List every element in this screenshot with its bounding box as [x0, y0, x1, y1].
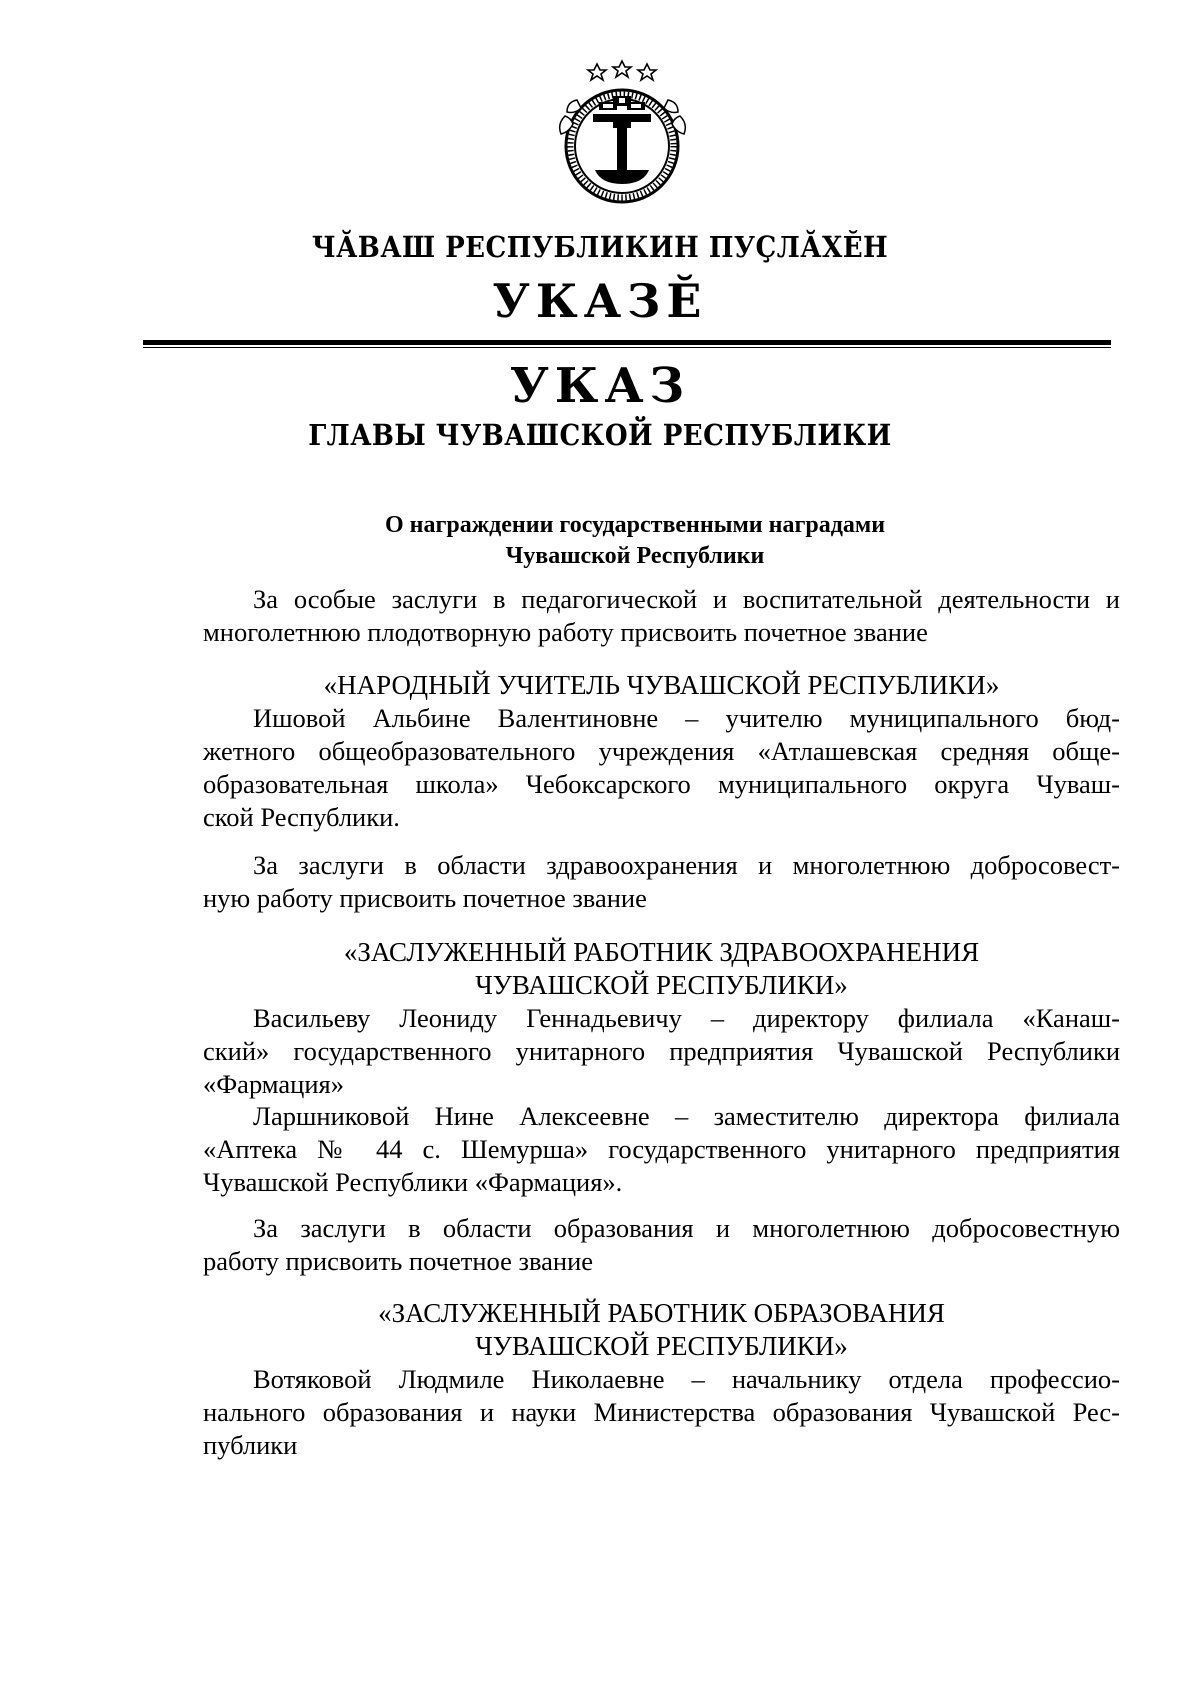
coat-of-arms-emblem [555, 58, 690, 208]
text-line: Вотяковой Людмиле Николаевне – начальнику отдела профессио- [253, 1364, 1120, 1394]
text-line: Чувашской Республики «Фармация». [203, 1167, 623, 1197]
header-russian-decree: УКАЗ [509, 358, 691, 414]
text-line: Ишовой Альбине Валентиновне – учителю муниципального бюд- [253, 703, 1120, 733]
header-divider [143, 340, 1111, 345]
decree-subject [0, 510, 1200, 572]
awardee-entry [203, 1100, 1120, 1199]
header-divider-thin [143, 347, 1111, 348]
award-title-line: «ЗАСЛУЖЕННЫЙ РАБОТНИК ЗДРАВООХРАНЕНИЯ [343, 937, 980, 967]
text-line: Васильеву Леониду Геннадьевичу – директору филиала «Канаш- [253, 1003, 1120, 1033]
text-line: ской Республики. [203, 802, 400, 832]
text-line: За особые заслуги в педагогической и воспитательной деятельности и [253, 584, 1120, 614]
awardee-entry [203, 1363, 1120, 1462]
award-title [203, 669, 1120, 702]
text-line: ский» государственного унитарного предприятия Чувашской Республики [203, 1036, 1120, 1066]
text-line: ную работу присвоить почетное звание [203, 883, 647, 913]
award-title-line: «ЗАСЛУЖЕННЫЙ РАБОТНИК ОБРАЗОВАНИЯ [378, 1298, 945, 1328]
text-line: Ларшниковой Нине Алексеевне – заместителю директора филиала [253, 1101, 1120, 1131]
text-line: публики [203, 1430, 298, 1460]
header-russian-title: ГЛАВЫ ЧУВАШСКОЙ РЕСПУБЛИКИ [308, 418, 892, 452]
section-intro [203, 583, 1120, 649]
award-title-line: ЧУВАШСКОЙ РЕСПУБЛИКИ» [475, 970, 848, 1000]
text-line: «Фармация» [203, 1069, 344, 1099]
subject-line: Чувашской Республики [505, 543, 765, 569]
stars-icon [588, 61, 656, 80]
text-line: многолетнюю плодотворную работу присвоить почетное звание [203, 617, 928, 647]
text-line: нального образования и науки Министерства образования Чувашской Рес- [203, 1397, 1120, 1427]
text-line: За заслуги в области образования и многолетнюю добросовестную [253, 1213, 1120, 1243]
header-chuvash-decree: УКАЗӖ [492, 274, 708, 328]
awardee-entry [203, 1002, 1120, 1101]
subject-line: О награждении государственными наградами [384, 512, 886, 538]
section-intro [203, 849, 1120, 915]
award-title-line: «НАРОДНЫЙ УЧИТЕЛЬ ЧУВАШСКОЙ РЕСПУБЛИКИ» [323, 670, 1000, 700]
award-title [203, 1297, 1120, 1363]
text-line: «Аптека № 44 с. Шемурша» государственного унитарного предприятия [203, 1134, 1120, 1164]
awardee-entry [203, 702, 1120, 834]
section-intro [203, 1212, 1120, 1278]
text-line: жетного общеобразовательного учреждения «Атлашевская средняя обще- [203, 736, 1120, 766]
text-line: За заслуги в области здравоохранения и многолетнюю добросовест- [253, 850, 1120, 880]
text-line: образовательная школа» Чебоксарского муниципального округа Чуваш- [203, 769, 1120, 799]
award-title [203, 936, 1120, 1002]
award-title-line: ЧУВАШСКОЙ РЕСПУБЛИКИ» [475, 1331, 848, 1361]
text-line: работу присвоить почетное звание [203, 1246, 594, 1276]
header-chuvash-title: ЧӐВАШ РЕСПУБЛИКИН ПУҪЛӐХӖН [311, 230, 889, 264]
